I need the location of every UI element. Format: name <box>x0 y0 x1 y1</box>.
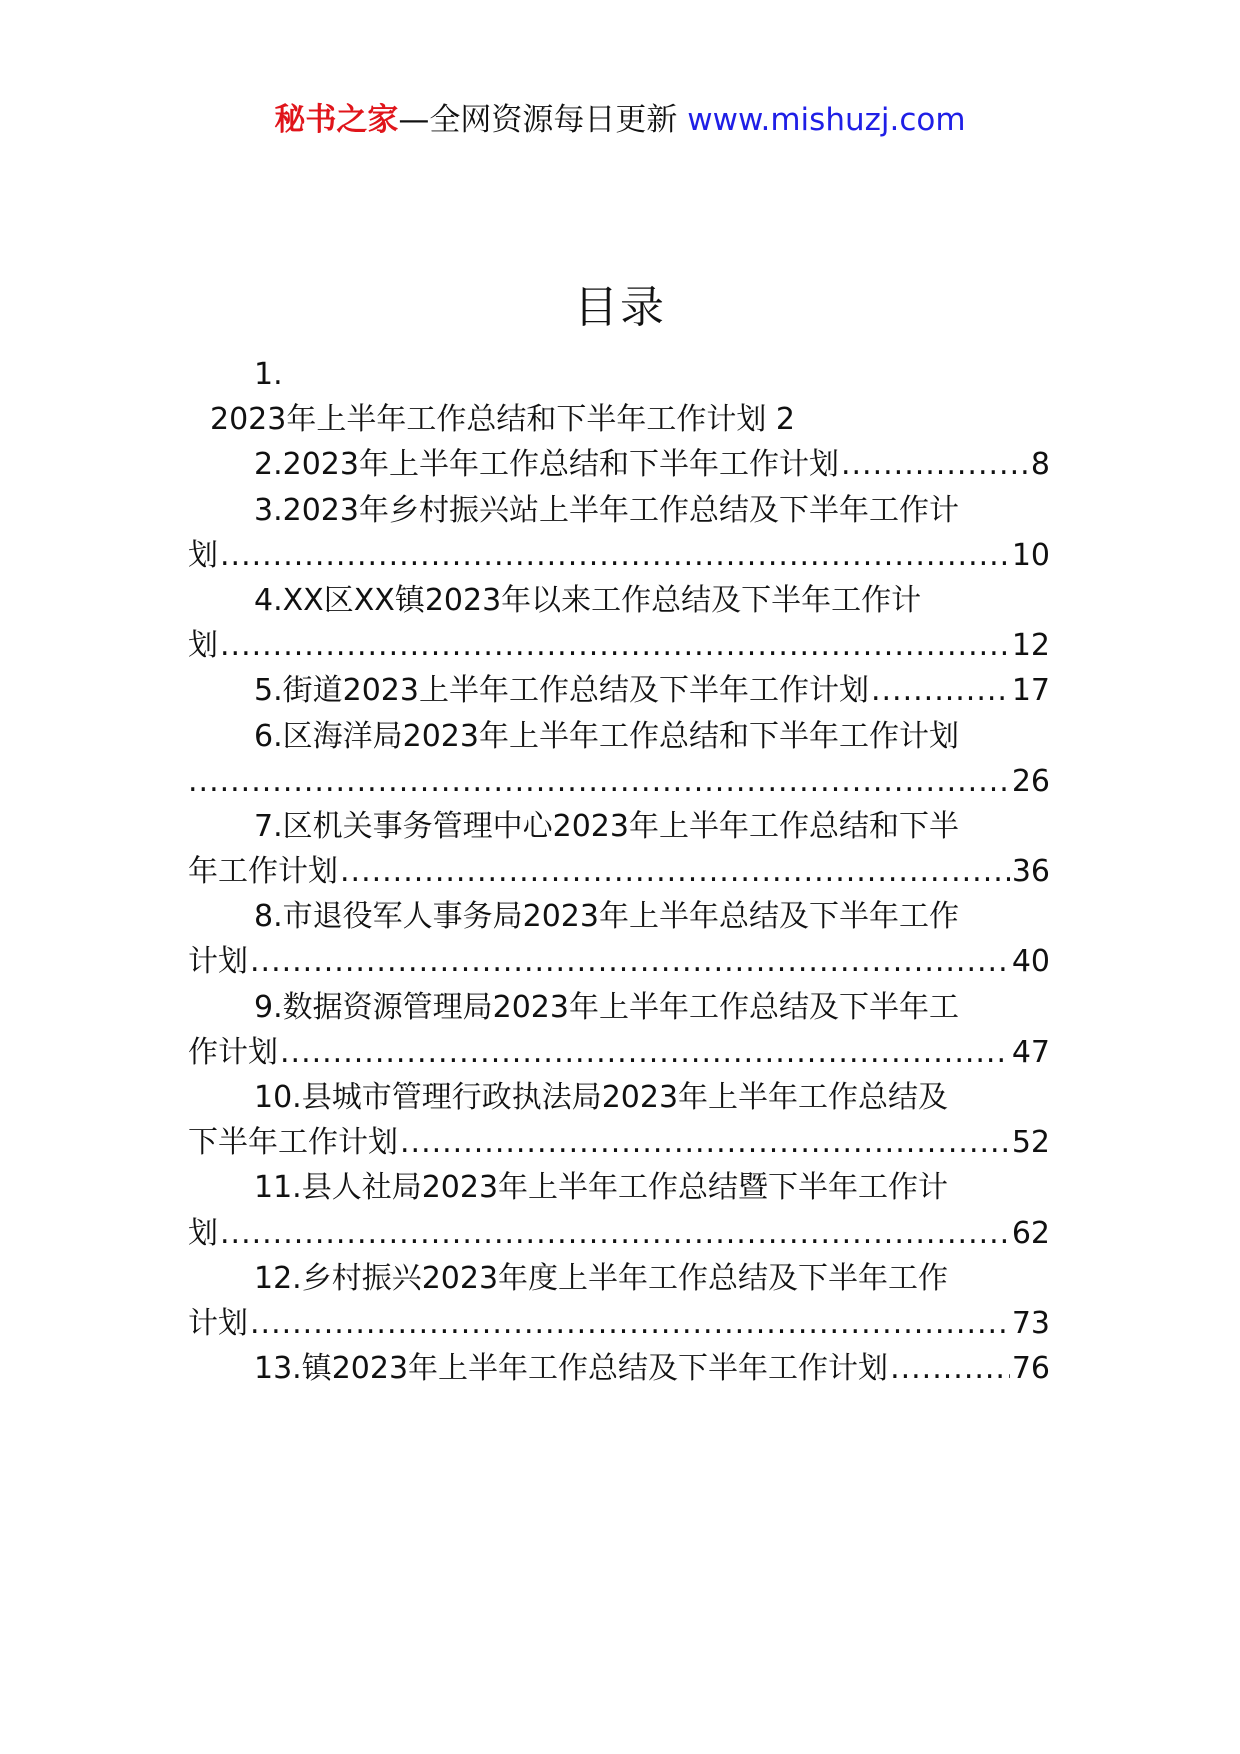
toc-entry-12-continued[interactable] <box>188 1301 1050 1346</box>
toc-leader-dots <box>400 1120 1010 1165</box>
toc-entry-4[interactable] <box>188 578 1050 623</box>
toc-entry-page: 10 <box>1011 537 1050 573</box>
toc-entry-page: 40 <box>1011 944 1050 980</box>
toc-leader-dots <box>220 533 1010 578</box>
toc-entry-1-number[interactable] <box>188 352 1050 397</box>
toc-entry-title-cont: 年工作计划 <box>188 854 338 890</box>
toc-entry-title: 6.区海洋局2023年上半年工作总结和下半年工作计划 <box>254 718 959 754</box>
toc-leader-dots <box>841 442 1029 487</box>
toc-entry-11[interactable] <box>188 1165 1050 1210</box>
toc-leader-dots <box>280 1030 1010 1075</box>
toc-entry-3-continued[interactable] <box>188 533 1050 578</box>
toc-entry-11-continued[interactable] <box>188 1211 1050 1256</box>
toc-entry-10-continued[interactable] <box>188 1120 1050 1165</box>
toc-entry-title: 7.区机关事务管理中心2023年上半年工作总结和下半 <box>254 808 959 844</box>
toc-entry-page: 47 <box>1011 1034 1050 1070</box>
toc-entry-page: 52 <box>1011 1125 1050 1161</box>
toc-entry-7-continued[interactable] <box>188 849 1050 894</box>
toc-entry-2[interactable] <box>188 442 1050 487</box>
toc-leader-dots <box>340 849 1010 894</box>
toc-entry-5[interactable] <box>188 668 1050 713</box>
toc-entry-title: 12.乡村振兴2023年度上半年工作总结及下半年工作 <box>254 1260 949 1296</box>
toc-entry-9[interactable] <box>188 985 1050 1030</box>
toc-entry-title-cont: 划 <box>188 628 218 664</box>
toc-entry-page: 12 <box>1011 628 1050 664</box>
toc-entry-page: 62 <box>1011 1215 1050 1251</box>
toc-entry-title: 9.数据资源管理局2023年上半年工作总结及下半年工 <box>254 989 959 1025</box>
toc-leader-dots <box>871 668 1010 713</box>
toc-leader-dots <box>220 623 1010 668</box>
page-title: 目录 <box>574 282 666 333</box>
toc-entry-6-continued[interactable] <box>188 759 1050 804</box>
toc-entry-page: 73 <box>1011 1305 1050 1341</box>
toc-leader-dots <box>250 1301 1010 1346</box>
toc-entry-8[interactable] <box>188 894 1050 939</box>
toc-entry-title: 5.街道2023上半年工作总结及下半年工作计划 <box>254 673 869 709</box>
toc-entry-page: 76 <box>1011 1351 1050 1387</box>
toc-entry-title-cont: 下半年工作计划 <box>188 1125 398 1161</box>
toc-entry-number: 1. <box>254 357 283 392</box>
site-url-link[interactable]: www.mishuzj.com <box>687 102 966 138</box>
toc-entry-4-continued[interactable] <box>188 623 1050 668</box>
toc-entry-1[interactable] <box>188 397 1050 442</box>
table-of-contents <box>188 352 1050 1391</box>
toc-entry-title: 4.XX区XX镇2023年以来工作总结及下半年工作计 <box>254 582 922 618</box>
toc-entry-title: 10.县城市管理行政执法局2023年上半年工作总结及 <box>254 1080 949 1115</box>
toc-leader-dots <box>188 759 1010 804</box>
toc-entry-title-cont: 划 <box>188 537 218 573</box>
toc-entry-page: 2 <box>775 402 795 438</box>
toc-entry-title: 11.县人社局2023年上半年工作总结暨下半年工作计 <box>254 1170 949 1206</box>
site-header <box>0 100 1240 140</box>
toc-entry-title: 13.镇2023年上半年工作总结及下半年工作计划 <box>254 1351 889 1387</box>
toc-leader-dots <box>890 1346 1010 1391</box>
toc-entry-6[interactable] <box>188 714 1050 759</box>
toc-entry-9-continued[interactable] <box>188 1030 1050 1075</box>
toc-entry-3[interactable] <box>188 488 1050 533</box>
toc-entry-10[interactable] <box>188 1075 1050 1120</box>
toc-entry-8-continued[interactable] <box>188 939 1050 984</box>
toc-entry-page: 17 <box>1011 673 1050 709</box>
toc-leader-dots <box>250 939 1010 984</box>
toc-entry-13[interactable] <box>188 1346 1050 1391</box>
brand-name: 秘书之家 <box>274 102 399 138</box>
toc-entry-7[interactable] <box>188 804 1050 849</box>
toc-entry-title: 2023年上半年工作总结和下半年工作计划 <box>210 402 767 438</box>
toc-entry-page: 26 <box>1011 763 1050 799</box>
header-tagline: —全网资源每日更新 <box>398 102 688 138</box>
toc-entry-title: 2.2023年上半年工作总结和下半年工作计划 <box>254 447 839 483</box>
toc-entry-title: 8.市退役军人事务局2023年上半年总结及下半年工作 <box>254 899 959 935</box>
toc-entry-page: 36 <box>1011 854 1050 890</box>
toc-entry-title-cont: 作计划 <box>188 1034 278 1070</box>
toc-entry-title-cont: 计划 <box>188 1305 248 1341</box>
toc-entry-12[interactable] <box>188 1256 1050 1301</box>
toc-entry-page: 8 <box>1030 447 1050 483</box>
toc-entry-title-cont: 计划 <box>188 944 248 980</box>
toc-entry-title-cont: 划 <box>188 1215 218 1251</box>
toc-leader-dots <box>220 1211 1010 1256</box>
toc-entry-title: 3.2023年乡村振兴站上半年工作总结及下半年工作计 <box>254 492 959 528</box>
